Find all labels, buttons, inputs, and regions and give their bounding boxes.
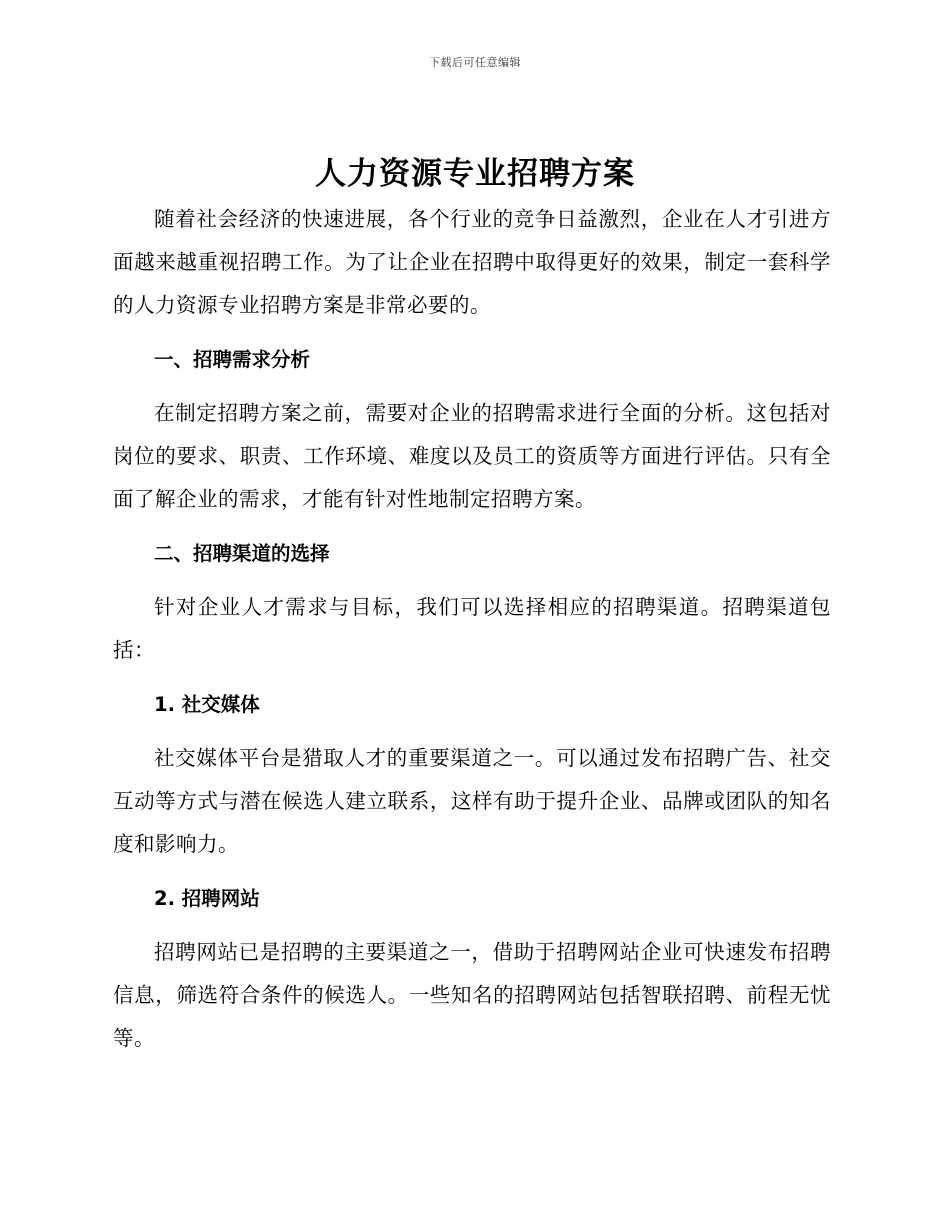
social-media-paragraph: 社交媒体平台是猎取人才的重要渠道之一。可以通过发布招聘广告、社交互动等方式与潜在候选人建立联系，这样有助于提升企业、品牌或团队的知名度和影响力。 <box>113 746 831 856</box>
section-heading-channels: 二、招聘渠道的选择 <box>154 542 330 565</box>
channels-paragraph: 针对企业人才需求与目标，我们可以选择相应的招聘渠道。招聘渠道包括： <box>113 595 831 662</box>
subheading-recruitment-websites: 2. 招聘网站 <box>154 887 260 910</box>
subheading-social-media: 1. 社交媒体 <box>154 693 260 716</box>
recruitment-websites-paragraph: 招聘网站已是招聘的主要渠道之一，借助于招聘网站企业可快速发布招聘信息，筛选符合条件的候选人。一些知名的招聘网站包括智联招聘、前程无忧等。 <box>113 940 831 1050</box>
document-title: 人力资源专业招聘方案 <box>315 156 635 192</box>
intro-paragraph: 随着社会经济的快速进展，各个行业的竞争日益激烈，企业在人才引进方面越来越重视招聘工作。为了让企业在招聘中取得更好的效果，制定一套科学的人力资源专业招聘方案是非常必要的。 <box>113 207 831 317</box>
analysis-paragraph: 在制定招聘方案之前，需要对企业的招聘需求进行全面的分析。这包括对岗位的要求、职责、工作环境、难度以及员工的资质等方面进行评估。只有全面了解企业的需求，才能有针对性地制定招聘方案。 <box>113 401 831 511</box>
document-body <box>113 198 831 1060</box>
section-heading-analysis: 一、招聘需求分析 <box>154 348 311 371</box>
header-note: 下载后可任意编辑 <box>429 56 521 69</box>
